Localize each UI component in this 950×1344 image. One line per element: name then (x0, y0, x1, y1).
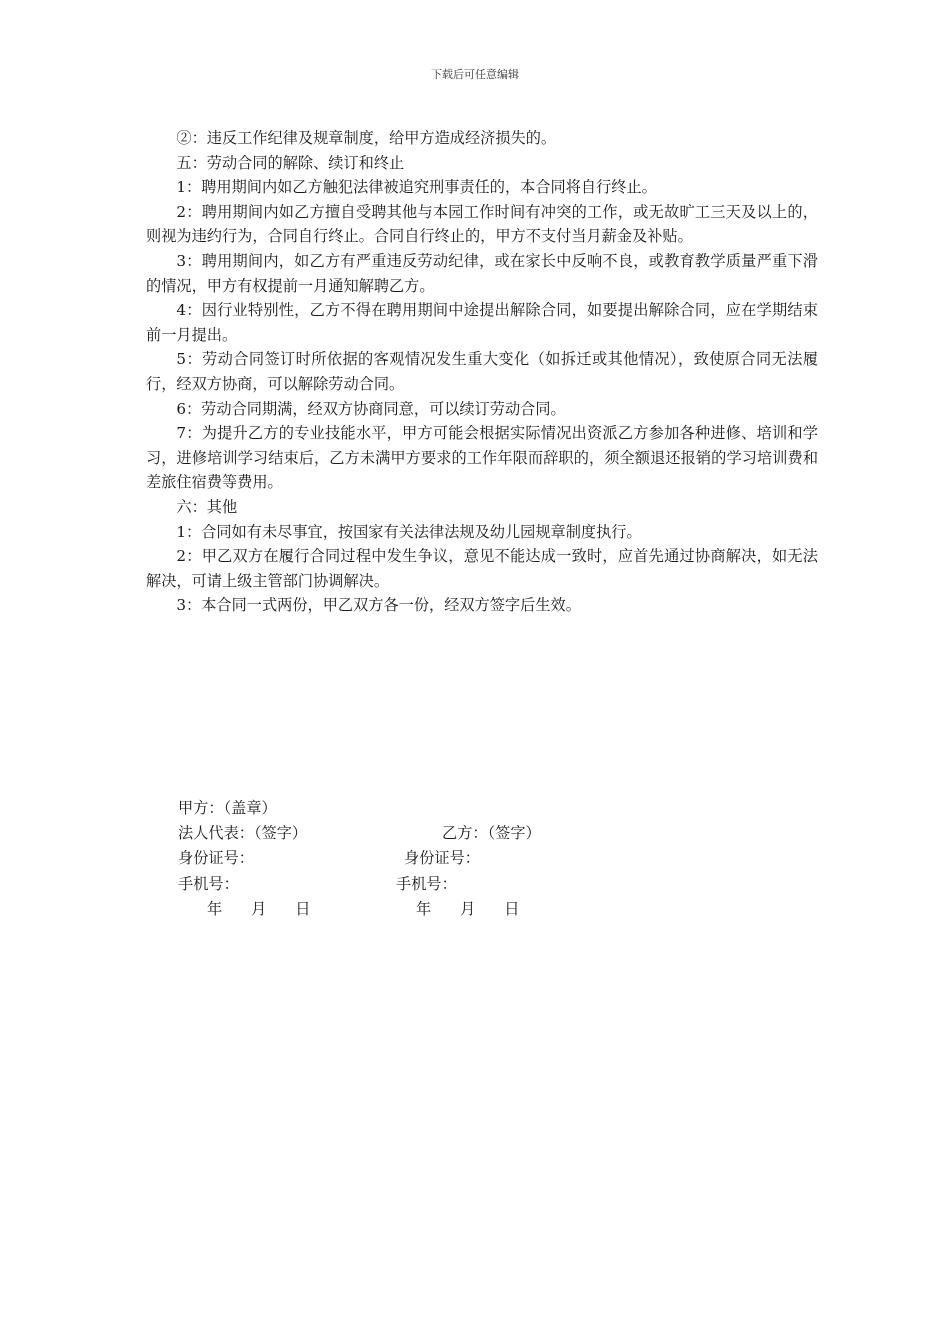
party-a-date: 年 月 日 (207, 900, 311, 918)
party-b-id-label: 身份证号： (404, 849, 480, 867)
clause-paragraph: 3：聘用期间内，如乙方有严重违反劳动纪律，或在家长中反响不良，或教育教学质量严重下滑的情况，甲方有权提前一月通知解聘乙方。 (146, 251, 818, 295)
clause-paragraph: 1：聘用期间内如乙方触犯法律被追究刑事责任的，本合同将自行终止。 (176, 178, 657, 197)
clause-paragraph: 1：合同如有未尽事宜，按国家有关法律法规及幼儿园规章制度执行。 (176, 522, 642, 541)
party-b-label: 乙方：（签字） (442, 824, 541, 842)
clause-paragraph: 2：甲乙双方在履行合同过程中发生争议，意见不能达成一致时，应首先通过协商解决，如无法解决，可请上级主管部门协调解决。 (146, 547, 818, 590)
party-b-phone-label: 手机号： (396, 875, 457, 893)
party-a-id-label: 身份证号： (178, 849, 254, 867)
clause-paragraph: 3：本合同一式两份，甲乙双方各一份，经双方签字后生效。 (176, 596, 581, 615)
clause-paragraph: 2：聘用期间内如乙方擅自受聘其他与本园工作时间有冲突的工作，或无故旷工三天及以上的，则视为违约行为，合同自行终止。合同自行终止的，甲方不支付当月薪金及补贴。 (146, 202, 818, 246)
section-heading: 六：其他 (176, 497, 238, 516)
party-b-date: 年 月 日 (416, 900, 520, 918)
party-a-label: 甲方：（盖章） (178, 799, 277, 817)
clause-paragraph: ②：违反工作纪律及规章制度，给甲方造成经济损失的。 (176, 129, 557, 147)
clause-paragraph: 7：为提升乙方的专业技能水平，甲方可能会根据实际情况出资派乙方参加各种进修、培训和学习，进修培训学习结束后，乙方未满甲方要求的工作年限而辞职的，须全额退还报销的学习培训费和差旅住宿费等费用。 (146, 424, 818, 492)
clause-paragraph: 4：因行业特别性，乙方不得在聘用期间中途提出解除合同，如要提出解除合同，应在学期结束前一月提出。 (146, 301, 818, 344)
legal-representative-label: 法人代表：（签字） (178, 824, 308, 842)
contract-body (146, 126, 818, 618)
party-a-phone-label: 手机号： (178, 875, 239, 893)
section-heading: 五：劳动合同的解除、续订和终止 (176, 153, 405, 172)
clause-paragraph: 5：劳动合同签订时所依据的客观情况发生重大变化（如拆迁或其他情况），致使原合同无法履行，经双方协商，可以解除劳动合同。 (146, 350, 818, 393)
clause-paragraph: 6：劳动合同期满，经双方协商同意，可以续订劳动合同。 (176, 399, 566, 418)
header-note: 下载后可任意编辑 (431, 68, 519, 81)
